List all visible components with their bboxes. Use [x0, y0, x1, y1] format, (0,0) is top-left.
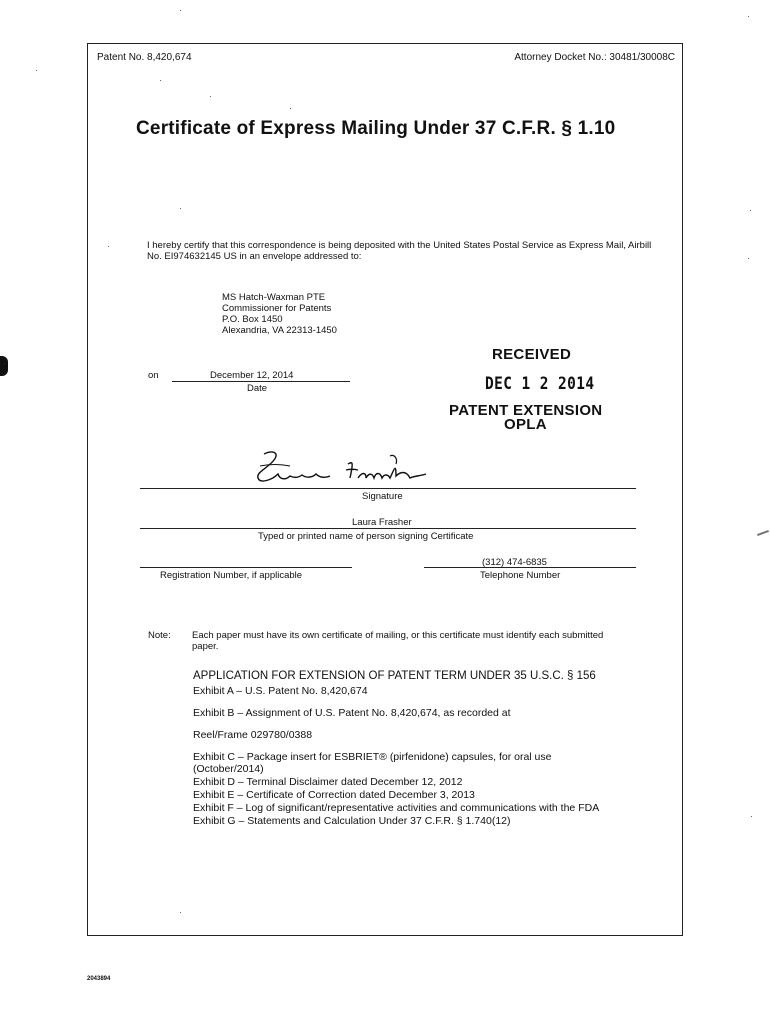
- scan-speck: [36, 70, 37, 71]
- stamp-office: OPLA: [504, 416, 547, 433]
- phone-value: (312) 474-6835: [482, 557, 547, 568]
- exhibit-a: Exhibit A – U.S. Patent No. 8,420,674: [193, 685, 368, 697]
- stamp-department: PATENT EXTENSION: [449, 402, 603, 419]
- exhibit-g: Exhibit G – Statements and Calculation Under 37 C.F.R. § 1.740(12): [193, 815, 511, 827]
- name-caption: Typed or printed name of person signing Certificate: [258, 531, 474, 542]
- registration-line: [140, 567, 352, 568]
- signer-name: Laura Frasher: [352, 517, 412, 528]
- scan-speck: [160, 80, 161, 81]
- address-line-1: MS Hatch-Waxman PTE: [222, 292, 326, 303]
- scan-edge-mark: [0, 356, 8, 376]
- exhibit-b: Exhibit B – Assignment of U.S. Patent No. 8,420,674, as recorded at: [193, 707, 511, 719]
- scan-speck: [210, 96, 211, 97]
- address-line-2: Commissioner for Patents: [222, 303, 332, 314]
- date-caption: Date: [247, 383, 268, 394]
- phone-line: [424, 567, 636, 568]
- exhibit-f: Exhibit F – Log of significant/representative activities and communications with the FDA: [193, 802, 600, 814]
- exhibit-list: [193, 670, 613, 827]
- application-title: APPLICATION FOR EXTENSION OF PATENT TERM UNDER 35 U.S.C. § 156: [193, 670, 596, 682]
- scan-edge-mark: [757, 530, 769, 536]
- address-block: [222, 292, 337, 336]
- registration-caption: Registration Number, if applicable: [160, 570, 303, 581]
- certify-statement: I hereby certify that this correspondence is being deposited with the United States Postal Service as Express Mail, Airbill No. EI974632145 US in an envelope addressed to:: [147, 240, 652, 262]
- exhibit-d: Exhibit D – Terminal Disclaimer dated December 12, 2012: [193, 776, 463, 788]
- page-title: Certificate of Express Mailing Under 37 C.F.R. § 1.10: [136, 118, 616, 139]
- scan-speck: [108, 246, 109, 247]
- scan-speck: [748, 16, 749, 17]
- note-text: Each paper must have its own certificate of mailing, or this certificate must identify each submitted paper.: [192, 630, 604, 652]
- address-line-4: Alexandria, VA 22313-1450: [222, 325, 337, 336]
- scan-speck: [748, 258, 749, 259]
- signature-caption: Signature: [362, 491, 403, 502]
- handwritten-signature: [250, 448, 430, 490]
- date-line: [172, 381, 350, 382]
- footer-code: 2043894: [87, 976, 111, 982]
- scan-speck: [751, 816, 752, 817]
- exhibit-b-reel: Reel/Frame 029780/0388: [193, 729, 313, 741]
- patent-number: Patent No. 8,420,674: [97, 52, 192, 63]
- stamp-date: DEC 1 2 2014: [485, 374, 595, 394]
- scan-speck: [180, 912, 181, 913]
- name-line: [140, 528, 636, 529]
- exhibit-e: Exhibit E – Certificate of Correction dated December 3, 2013: [193, 789, 475, 801]
- stamp-received: RECEIVED: [492, 346, 572, 363]
- note-label: Note:: [148, 630, 171, 641]
- on-label: on: [148, 370, 159, 381]
- scan-speck: [180, 10, 181, 11]
- scan-speck: [290, 108, 291, 109]
- scan-speck: [180, 208, 181, 209]
- scan-speck: [750, 210, 751, 211]
- signature-line: [140, 488, 636, 489]
- exhibit-c: Exhibit C – Package insert for ESBRIET® (pirfenidone) capsules, for oral use (October/2014): [193, 751, 552, 775]
- attorney-docket: Attorney Docket No.: 30481/30008C: [514, 52, 675, 63]
- address-line-3: P.O. Box 1450: [222, 314, 283, 325]
- phone-caption: Telephone Number: [480, 570, 561, 581]
- date-value: December 12, 2014: [210, 370, 294, 381]
